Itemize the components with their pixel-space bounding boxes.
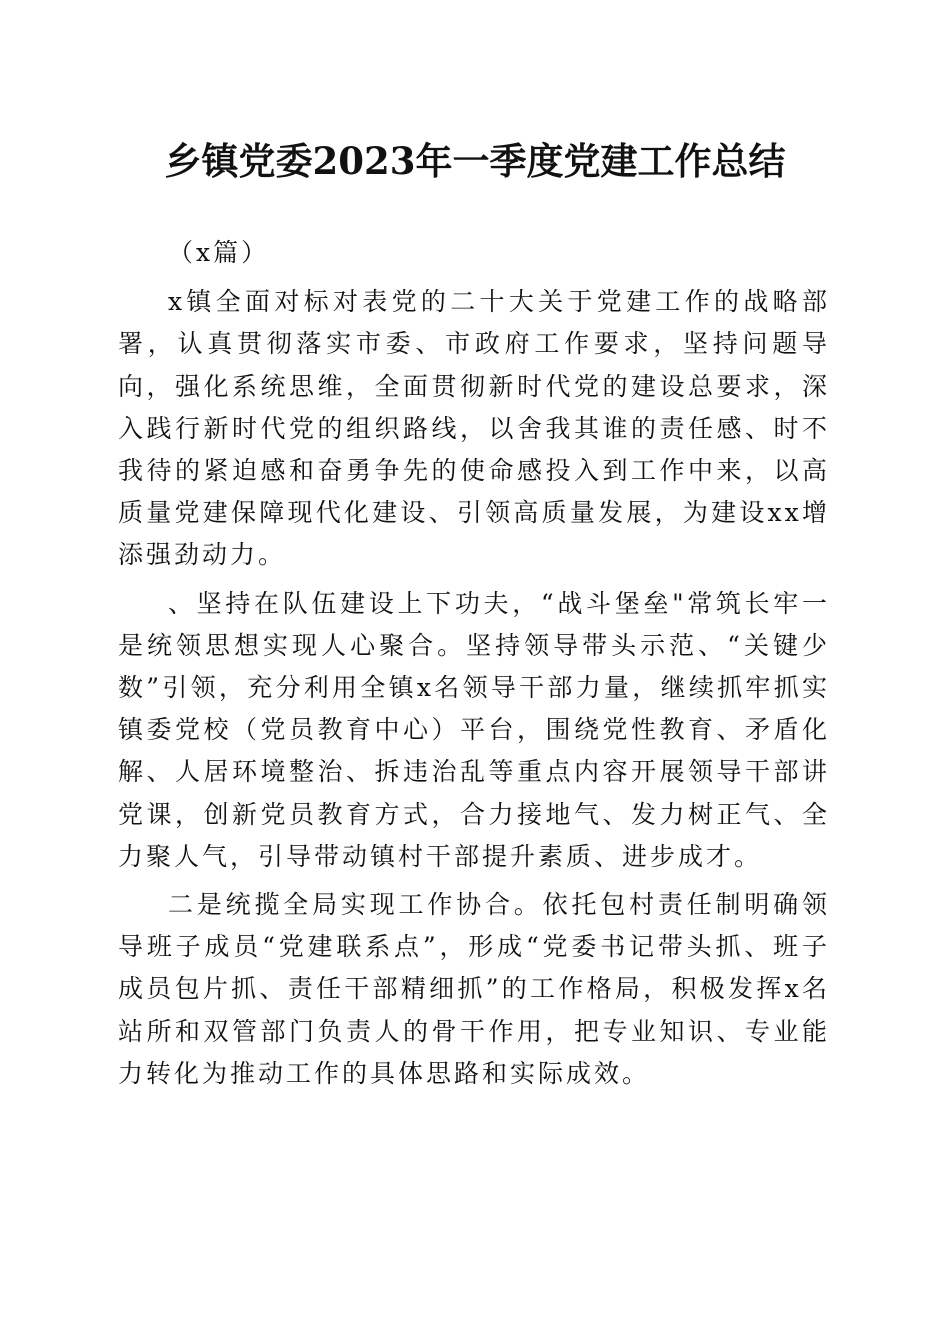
edition-note: （x篇）: [168, 238, 270, 267]
paragraph-coordination: 二是统揽全局实现工作协合。依托包村责任制明确领导班子成员“党建联系点”，形成“党委书记带头抓、班子成员包片抓、责任干部精细抓”的工作格局，积极发挥x名站所和双管部门负责人的骨干作用，把专业知识、专业能力转化为推动工作的具体思路和实际成效。: [118, 890, 830, 1088]
document-body: [118, 232, 830, 1095]
document-title: 乡镇党委2023年一季度党建工作总结: [164, 139, 786, 183]
paragraph-team-building: 、坚持在队伍建设上下功夫，“战斗堡垒"常筑长牢一是统领思想实现人心聚合。坚持领导带头示范、“关键少数”引领，充分利用全镇x名领导干部力量，继续抓牢抓实镇委党校（党员教育中心）平台，围绕党性教育、矛盾化解、人居环境整治、拆违治乱等重点内容开展领导干部讲党课，创新党员教育方式，合力接地气、发力树正气、全力聚人气，引导带动镇村干部提升素质、进步成才。: [118, 588, 830, 871]
paragraph-intro: x镇全面对标对表党的二十大关于党建工作的战略部署，认真贯彻落实市委、市政府工作要求，坚持问题导向，强化系统思维，全面贯彻新时代党的建设总要求，深入践行新时代党的组织路线，以舍我其谁的责任感、时不我待的紧迫感和奋勇争先的使命感投入到工作中来，以高质量党建保障现代化建设、引领高质量发展，为建设xx增添强劲动力。: [118, 287, 830, 570]
